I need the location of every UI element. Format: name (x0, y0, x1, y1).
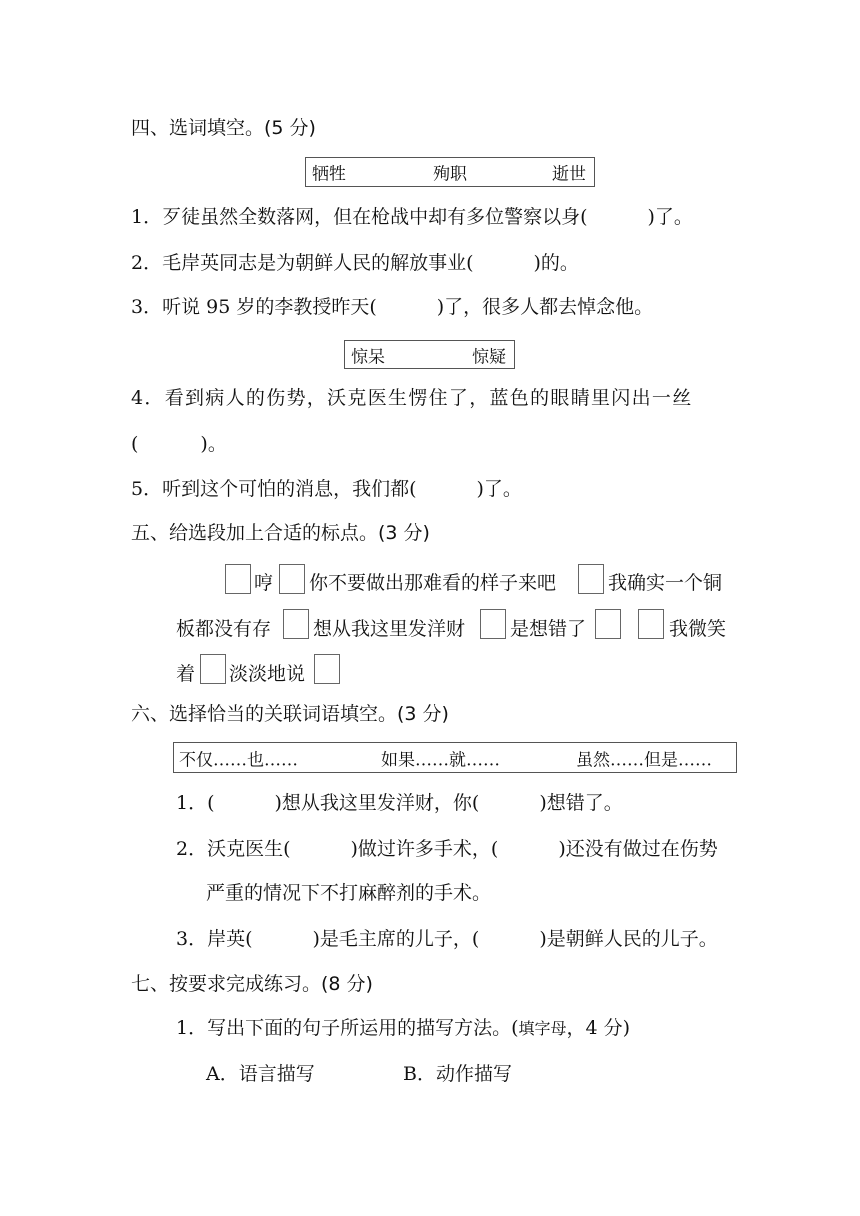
option-a: A．语言描写 (206, 1063, 315, 1085)
word-option: 惊疑 (472, 347, 506, 367)
question-7-1 (176, 1019, 630, 1038)
section-4-heading: 四、选词填空。(5 分) (131, 117, 316, 139)
question-text: )还没有做过在伤势 (558, 838, 718, 860)
word-option: 惊呆 (351, 347, 385, 367)
question-text: )是朝鲜人民的儿子。 (539, 928, 718, 950)
word-option: 虽然……但是…… (576, 750, 712, 770)
question-text: )了。 (647, 206, 693, 228)
word-bank-2 (344, 340, 515, 369)
question-4-4 (131, 389, 693, 408)
section-7-heading: 七、按要求完成练习。(8 分) (131, 973, 373, 995)
question-text: )想错了。 (539, 792, 623, 814)
punctuation-box[interactable] (283, 609, 309, 639)
punctuation-box[interactable] (279, 564, 305, 594)
question-text: )做过许多手术，( (350, 838, 499, 860)
question-text: 2．毛岸英同志是为朝鲜人民的解放事业( (131, 252, 474, 274)
question-text: 1．歹徒虽然全数落网，但在枪战中却有多位警察以身( (131, 206, 588, 228)
question-text: 5．听到这个可怕的消息，我们都( (131, 478, 417, 500)
passage-text: 淡淡地说 (229, 663, 306, 685)
question-4-4-cont (131, 435, 227, 454)
passage-text: 我确实一个铜 (608, 572, 723, 594)
question-note: 填字母 (518, 1019, 567, 1038)
word-option: 殉职 (433, 164, 467, 185)
question-text: )了。 (476, 478, 522, 500)
word-option: 逝世 (552, 164, 586, 185)
question-6-1 (176, 794, 623, 813)
question-text: 4．看到病人的伤势，沃克医生愣住了，蓝色的眼睛里闪出一丝 (131, 387, 693, 409)
section-5-heading: 五、给选段加上合适的标点。(3 分) (131, 522, 430, 544)
punctuation-box[interactable] (578, 564, 604, 594)
question-text: )的。 (533, 252, 579, 274)
passage-text: 着 (176, 663, 196, 685)
question-text: )想从我这里发洋财，你( (274, 792, 480, 814)
word-option: 如果……就…… (381, 750, 500, 770)
punctuation-box[interactable] (480, 609, 506, 639)
question-4-1 (131, 208, 693, 227)
word-bank-1 (305, 157, 595, 187)
word-option: 不仅……也…… (179, 750, 298, 770)
question-text: ( (131, 433, 139, 455)
question-text: )了，很多人都去悼念他。 (436, 296, 654, 318)
question-text: 3．岸英( (176, 928, 253, 950)
punctuation-box[interactable] (200, 654, 226, 684)
question-text: 1．写出下面的句子所运用的描写方法。( (176, 1017, 519, 1039)
passage-text: 板都没有存 (176, 618, 272, 640)
question-4-3 (131, 298, 653, 317)
question-text: )。 (200, 433, 227, 455)
passage-text: 哼 (254, 572, 274, 594)
question-text: 3．听说 95 岁的李教授昨天( (131, 296, 377, 318)
question-6-3 (176, 930, 718, 949)
section-6-heading: 六、选择恰当的关联词语填空。(3 分) (131, 703, 449, 725)
punctuation-box[interactable] (638, 609, 664, 639)
conjunction-word-bank (173, 742, 737, 773)
punctuation-box[interactable] (225, 564, 251, 594)
option-b: B．动作描写 (403, 1063, 512, 1085)
passage-text: 想从我这里发洋财 (313, 618, 466, 640)
question-text: 2．沃克医生( (176, 838, 291, 860)
question-6-2-cont: 严重的情况下不打麻醉剂的手术。 (206, 882, 492, 904)
word-option: 牺牲 (312, 164, 346, 185)
question-6-2 (176, 840, 718, 859)
passage-text: 是想错了 (510, 618, 587, 640)
punctuation-box[interactable] (595, 609, 621, 639)
passage-text: 我微笑 (669, 618, 727, 640)
question-text: ，4 分) (566, 1017, 631, 1039)
question-4-2 (131, 254, 579, 273)
punctuation-box[interactable] (314, 654, 340, 684)
passage-text: 你不要做出那难看的样子来吧 (309, 572, 557, 594)
question-text: 1．( (176, 792, 215, 814)
question-text: )是毛主席的儿子，( (312, 928, 480, 950)
question-4-5 (131, 480, 522, 499)
